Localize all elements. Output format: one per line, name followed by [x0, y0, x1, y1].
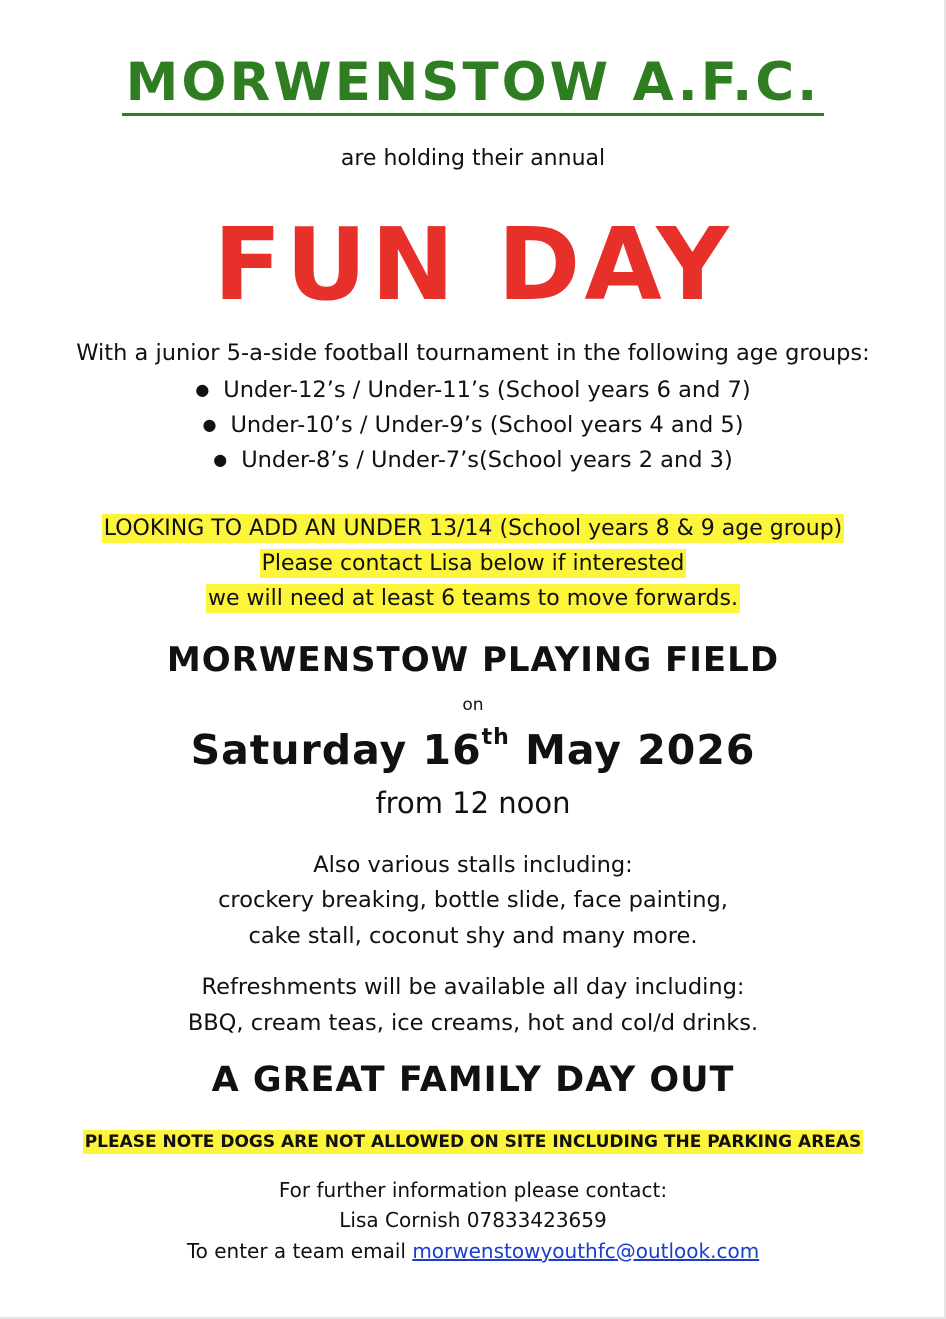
highlight-line-3 — [0, 581, 946, 616]
date-weekday: Saturday — [190, 726, 408, 774]
contact-line-1: For further information please contact: — [278, 1178, 668, 1202]
date-month-year: May 2026 — [525, 726, 756, 774]
event-time: from 12 noon — [375, 786, 571, 820]
date-day: 16 — [422, 726, 482, 774]
event-title: FUN DAY — [213, 206, 733, 323]
tagline: A GREAT FAMILY DAY OUT — [211, 1060, 735, 1100]
highlight-line-1 — [0, 511, 946, 546]
email-prefix: To enter a team email — [186, 1239, 406, 1263]
bullet-icon: ● — [213, 450, 228, 469]
email-link[interactable]: morwenstowyouthfc@outlook.com — [412, 1239, 760, 1263]
club-title — [0, 52, 946, 116]
age-group-label: Under-12’s / Under-11’s (School years 6 and 7) — [223, 377, 751, 403]
list-item — [0, 407, 946, 442]
highlight-text: LOOKING TO ADD AN UNDER 13/14 (School years 8 & 9 age group) — [103, 516, 843, 541]
stalls-line-1: Also various stalls including: — [313, 852, 633, 878]
dogs-notice — [0, 1132, 946, 1152]
list-item — [0, 442, 946, 477]
refreshments-line-1: Refreshments will be available all day including: — [201, 974, 745, 1000]
list-item — [0, 372, 946, 407]
tournament-intro: With a junior 5-a-side football tournament in the following age groups: — [76, 340, 870, 366]
highlight-text: Please contact Lisa below if interested — [261, 551, 685, 576]
club-title-text: MORWENSTOW A.F.C. — [122, 53, 825, 116]
highlight-text: we will need at least 6 teams to move forwards. — [208, 586, 738, 611]
date-suffix: th — [481, 725, 510, 750]
highlight-line-2 — [0, 546, 946, 581]
stalls-line-2: crockery breaking, bottle slide, face painting, — [218, 887, 728, 913]
stalls-line-3: cake stall, coconut shy and many more. — [248, 923, 698, 949]
event-date — [0, 725, 946, 774]
age-group-list — [0, 372, 946, 477]
on-text: on — [462, 695, 484, 715]
bullet-icon: ● — [195, 380, 210, 399]
notice-text: PLEASE NOTE DOGS ARE NOT ALLOWED ON SITE INCLUDING THE PARKING AREAS — [84, 1132, 862, 1152]
contact-email-line — [0, 1236, 946, 1267]
age-group-label: Under-10’s / Under-9’s (School years 4 and 5) — [230, 412, 744, 438]
intro-text: are holding their annual — [340, 146, 606, 171]
contact-line-2: Lisa Cornish 07833423659 — [339, 1208, 607, 1232]
bullet-icon: ● — [202, 415, 217, 434]
refreshments-line-2: BBQ, cream teas, ice creams, hot and col/d drinks. — [187, 1010, 759, 1036]
age-group-label: Under-8’s / Under-7’s(School years 2 and 3) — [241, 447, 733, 473]
venue-heading: MORWENSTOW PLAYING FIELD — [166, 640, 780, 680]
